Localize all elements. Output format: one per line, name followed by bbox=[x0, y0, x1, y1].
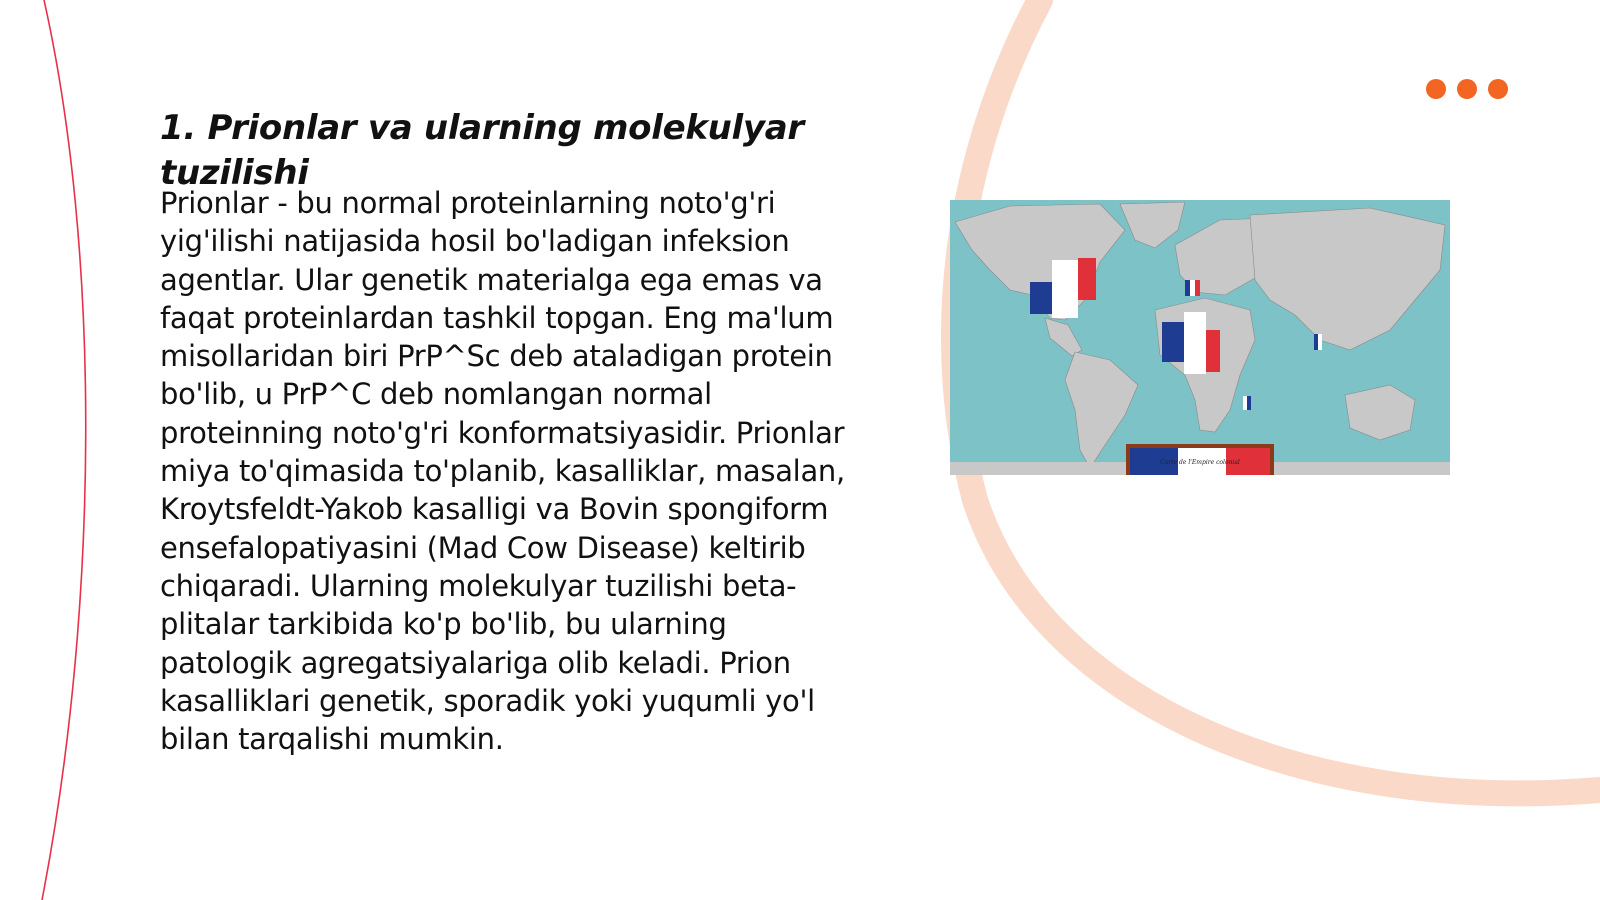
france-flag-indochina bbox=[1314, 334, 1322, 350]
dot bbox=[1488, 79, 1508, 99]
banner-caption: Carte de l'Empire colonial bbox=[1160, 459, 1240, 466]
dot bbox=[1426, 79, 1446, 99]
menu-dots-icon bbox=[1426, 79, 1508, 99]
map-banner bbox=[1126, 444, 1274, 475]
france-flag-madagascar bbox=[1243, 396, 1251, 410]
france-flag-europe bbox=[1185, 280, 1200, 296]
dot bbox=[1457, 79, 1477, 99]
world-map-image bbox=[950, 200, 1450, 475]
slide-body-text: Prionlar - bu normal proteinlarning noto'g'ri yig'ilishi natijasida hosil bo'ladigan infeksion agentlar. Ular genetik materialga ega emas va faqat proteinlardan tashkil topgan. Eng ma'lum misollaridan biri PrP^Sc deb ataladigan protein bo'lib, u PrP^C deb nomlangan normal proteinning noto'g'ri konformatsiyasidir. Prionlar miya to'qimasida to'planib, kasalliklar, masalan, Kroytsfeldt-Yakob kasalligi va Bovin spongiform ensefalopatiyasini (Mad Cow Disease) keltirib chiqaradi. Ularning molekulyar tuzilishi beta-plitalar tarkibida ko'p bo'lib, bu ularning patologik agregatsiyalariga olib keladi. Prion kasalliklari genetik, sporadik yoki yuqumli yo'l bilan tarqalishi mumkin. bbox=[160, 186, 845, 757]
slide-title: 1. Prionlar va ularning molekulyar tuzilishi bbox=[160, 108, 804, 193]
decorative-left-line bbox=[42, 0, 86, 900]
